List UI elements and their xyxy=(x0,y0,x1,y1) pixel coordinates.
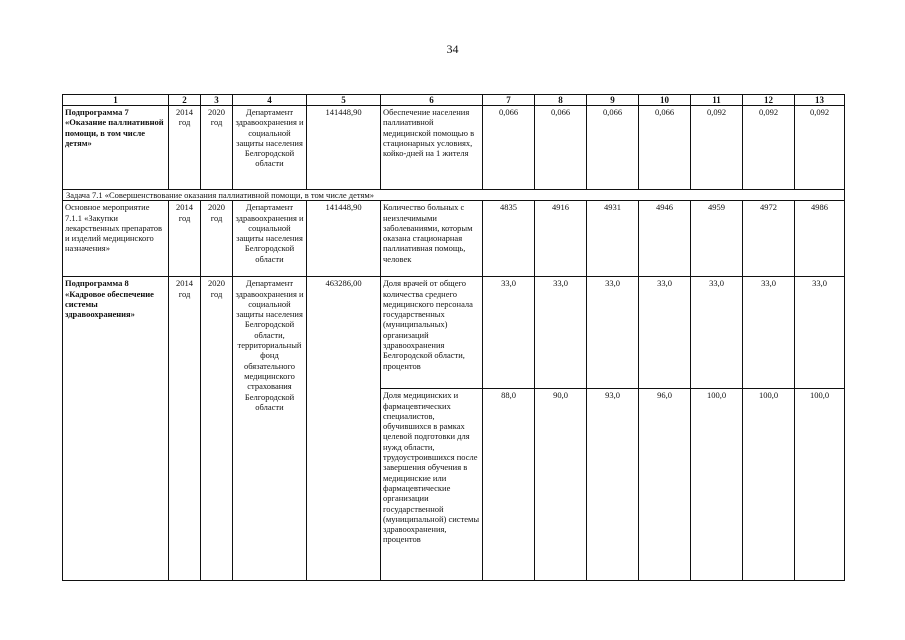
value-cell: 33,0 xyxy=(691,277,743,389)
program-table xyxy=(62,94,845,581)
indicator: Доля медицинских и фармацевтических специалистов, обучившихся в рамках целевой подготовки для нужд области, трудоустроившихся после завершения обучения в медицинские или фармацевтические организации государственной (муниципальной) системы здравоохранения, процентов xyxy=(381,389,483,581)
header-row xyxy=(63,95,845,106)
col-header: 2 xyxy=(169,95,201,106)
value-cell: 4946 xyxy=(639,201,691,277)
executor: Департамент здравоохранения и социальной защиты населения Белгородской области xyxy=(233,106,307,190)
value-cell: 0,092 xyxy=(691,106,743,190)
indicator: Количество больных с неизлечимыми заболеваниями, которым оказана стационарная паллиативная помощь, человек xyxy=(381,201,483,277)
value-cell: 33,0 xyxy=(587,277,639,389)
start-year: 2014 год xyxy=(169,106,201,190)
value-cell: 90,0 xyxy=(535,389,587,581)
value-cell: 96,0 xyxy=(639,389,691,581)
value-cell: 33,0 xyxy=(795,277,845,389)
col-header: 4 xyxy=(233,95,307,106)
end-year: 2020 год xyxy=(201,277,233,581)
value-cell: 4986 xyxy=(795,201,845,277)
col-header: 6 xyxy=(381,95,483,106)
col-header: 10 xyxy=(639,95,691,106)
end-year: 2020 год xyxy=(201,106,233,190)
funding-amount: 141448,90 xyxy=(307,201,381,277)
value-cell: 33,0 xyxy=(743,277,795,389)
funding-amount: 141448,90 xyxy=(307,106,381,190)
table-row xyxy=(63,277,845,389)
value-cell: 100,0 xyxy=(743,389,795,581)
value-cell: 33,0 xyxy=(483,277,535,389)
subprogram-name: Подпрограмма 7 «Оказание паллиативной помощи, в том числе детям» xyxy=(63,106,169,190)
executor: Департамент здравоохранения и социальной защиты населения Белгородской области, территориальный фонд обязательного медицинского страхования Белгородской области xyxy=(233,277,307,581)
col-header: 9 xyxy=(587,95,639,106)
subprogram-name: Подпрограмма 8 «Кадровое обеспечение системы здравоохранения» xyxy=(63,277,169,581)
value-cell: 33,0 xyxy=(639,277,691,389)
table-row xyxy=(63,201,845,277)
col-header: 3 xyxy=(201,95,233,106)
measure-name: Основное мероприятие 7.1.1 «Закупки лекарственных препаратов и изделий медицинского назначения» xyxy=(63,201,169,277)
task-row xyxy=(63,190,845,201)
start-year: 2014 год xyxy=(169,201,201,277)
funding-amount: 463286,00 xyxy=(307,277,381,581)
col-header: 7 xyxy=(483,95,535,106)
value-cell: 100,0 xyxy=(795,389,845,581)
task-title: Задача 7.1 «Совершенствование оказания паллиативной помощи, в том числе детям» xyxy=(63,190,845,201)
col-header: 8 xyxy=(535,95,587,106)
col-header: 13 xyxy=(795,95,845,106)
col-header: 5 xyxy=(307,95,381,106)
value-cell: 33,0 xyxy=(535,277,587,389)
value-cell: 4972 xyxy=(743,201,795,277)
value-cell: 4916 xyxy=(535,201,587,277)
value-cell: 88,0 xyxy=(483,389,535,581)
value-cell: 4835 xyxy=(483,201,535,277)
value-cell: 0,066 xyxy=(639,106,691,190)
col-header: 12 xyxy=(743,95,795,106)
value-cell: 100,0 xyxy=(691,389,743,581)
value-cell: 0,092 xyxy=(795,106,845,190)
col-header: 1 xyxy=(63,95,169,106)
end-year: 2020 год xyxy=(201,201,233,277)
value-cell: 4931 xyxy=(587,201,639,277)
page-number: 34 xyxy=(446,42,459,56)
indicator: Обеспечение населения паллиативной медицинской помощью в стационарных условиях, койко-дней на 1 жителя xyxy=(381,106,483,190)
value-cell: 4959 xyxy=(691,201,743,277)
value-cell: 0,066 xyxy=(535,106,587,190)
value-cell: 0,066 xyxy=(587,106,639,190)
col-header: 11 xyxy=(691,95,743,106)
value-cell: 0,092 xyxy=(743,106,795,190)
indicator: Доля врачей от общего количества среднего медицинского персонала государственных (муниципальных) организаций здравоохранения Белгородской области, процентов xyxy=(381,277,483,389)
value-cell: 93,0 xyxy=(587,389,639,581)
start-year: 2014 год xyxy=(169,277,201,581)
value-cell: 0,066 xyxy=(483,106,535,190)
table-row xyxy=(63,106,845,190)
executor: Департамент здравоохранения и социальной защиты населения Белгородской области xyxy=(233,201,307,277)
